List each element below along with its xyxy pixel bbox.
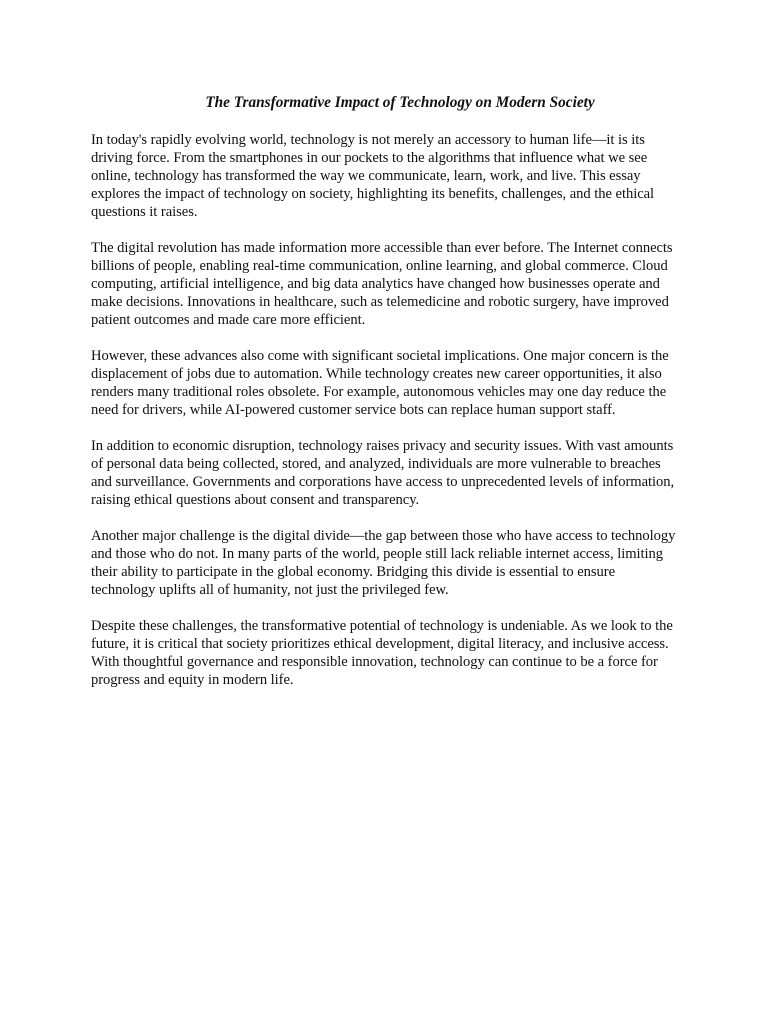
document-body <box>91 131 681 707</box>
document-title: The Transformative Impact of Technology on Modern Society <box>205 94 595 111</box>
paragraph-digital-revolution: The digital revolution has made information more accessible than ever before. The Internet connects billions of people, enabling real-time communication, online learning, and global commerce. Cloud computing, artificial intelligence, and big data analytics have changed how businesses operate and make decisions. Innovations in healthcare, such as telemedicine and robotic surgery, have improved patient outcomes and made care more efficient. <box>91 240 673 328</box>
paragraph-conclusion: Despite these challenges, the transformative potential of technology is undeniable. As we look to the future, it is critical that society prioritizes ethical development, digital literacy, and inclusive access. With thoughtful governance and responsible innovation, technology can continue to be a force for progress and equity in modern life. <box>91 618 673 688</box>
paragraph-introduction: In today's rapidly evolving world, technology is not merely an accessory to human life—it is its driving force. From the smartphones in our pockets to the algorithms that influence what we see online, technology has transformed the way we communicate, learn, work, and live. This essay explores the impact of technology on society, highlighting its benefits, challenges, and the ethical questions it raises. <box>91 132 655 220</box>
paragraph-digital-divide: Another major challenge is the digital divide—the gap between those who have access to technology and those who do not. In many parts of the world, people still lack reliable internet access, limiting their ability to participate in the global economy. Bridging this divide is essential to ensure technology uplifts all of humanity, not just the privileged few. <box>91 528 676 598</box>
paragraph-privacy-security: In addition to economic disruption, technology raises privacy and security issues. With vast amounts of personal data being collected, stored, and analyzed, individuals are more vulnerable to breaches and surveillance. Governments and corporations have access to unprecedented levels of information, raising ethical questions about consent and transparency. <box>91 438 675 508</box>
paragraph-job-displacement: However, these advances also come with significant societal implications. One major concern is the displacement of jobs due to automation. While technology creates new career opportunities, it also renders many traditional roles obsolete. For example, autonomous vehicles may one day reduce the need for drivers, while AI-powered customer service bots can replace human support staff. <box>91 348 669 418</box>
